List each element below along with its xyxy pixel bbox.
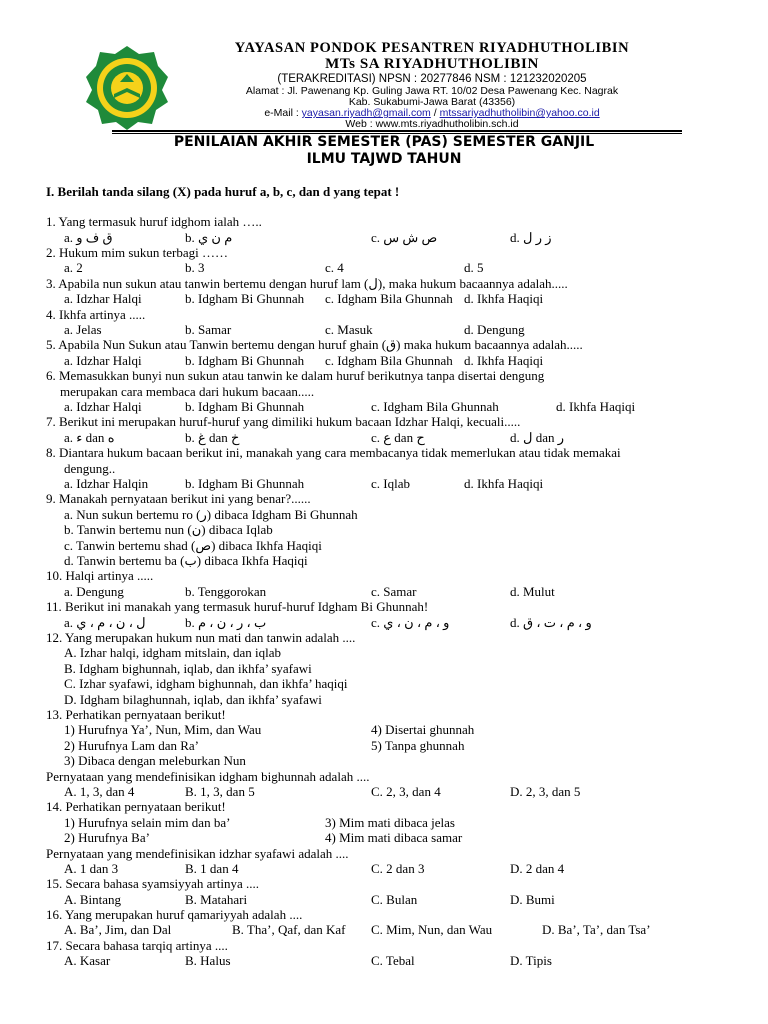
question-text: 9. Manakah pernyataan berikut ini yang benar?...... [46,491,311,506]
question-text: merupakan cara membaca dari hukum bacaan..... [60,384,315,399]
question-text: 2. Hukum mim sukun terbagi …… [46,245,228,260]
question-line [0,337,768,353]
answer-option: d. و ، م ، ت ، ق [510,615,592,630]
question-line [0,630,768,646]
question-text: Pernyataan yang mendefinisikan idgham bighunnah adalah .... [46,769,370,784]
question-line [0,245,768,261]
answer-option: a. 2 [64,260,83,275]
question-text: 11. Berikut ini manakah yang termasuk huruf-huruf Idgham Bi Ghunnah! [46,599,429,614]
email-separator: / [433,107,437,119]
answer-option: b. Idgham Bi Ghunnah [185,399,305,414]
question-line [0,892,768,908]
answer-option: B. Halus [185,953,231,968]
exam-title: PENILAIAN AKHIR SEMESTER (PAS) SEMESTER GANJIL [173,134,595,150]
answer-option: c. Iqlab [371,476,410,491]
answer-option: b. ب ، ر ، ن ، م [185,615,267,630]
question-text: 8. Diantara hukum bacaan berikut ini, manakah yang cara membacanya tidak memerlukan atau tidak memakai [46,445,621,460]
question-text: B. Idgham bighunnah, iqlab, dan ikhfa’ syafawi [64,661,312,676]
question-line [0,538,768,554]
question-text: A. Izhar halqi, idgham mitslain, dan iqlab [64,645,281,660]
question-text: 14. Perhatikan pernyataan berikut! [46,799,226,814]
question-text: 15. Secara bahasa syamsiyyah artinya .... [46,876,259,891]
question-line [0,876,768,892]
question-text: C. Izhar syafawi, idgham bighunnah, dan ikhfa’ haqiqi [64,676,348,691]
answer-option: c. Samar [371,584,417,599]
question-text: d. Tanwin bertemu ba (ب) dibaca Ikhfa Haqiqi [64,553,308,568]
answer-option: a. ل ، ن ، م ، ي [64,615,146,630]
answer-option: C. Bulan [371,892,418,907]
question-line [0,322,768,338]
question-text: 3) Dibaca dengan meleburkan Nun [64,753,246,768]
answer-option: C. Mim, Nun, dan Wau [371,922,493,937]
answer-option: d. 5 [464,260,484,275]
question-line [0,615,768,631]
answer-option: 1) Hurufnya selain mim dan ba’ [64,815,231,830]
question-line [0,353,768,369]
question-line [0,738,768,754]
question-line [0,953,768,969]
question-line [0,645,768,661]
answer-option: c. Idgham Bila Ghunnah [371,399,499,414]
question-line [0,661,768,677]
email-link-1[interactable]: yayasan.riyadh@gmail.com [301,107,431,119]
answer-option: B. 1, 3, dan 5 [185,784,255,799]
question-line [0,461,768,477]
answer-option: 2) Hurufnya Lam dan Ra’ [64,738,200,753]
answer-option: a. ء dan ه [64,430,115,445]
answer-option: d. Ikhfa Haqiqi [464,353,544,368]
question-line [0,907,768,923]
answer-option: a. Idzhar Halqi [64,291,142,306]
question-text: D. Idgham bilaghunnah, iqlab, dan ikhfa’ syafawi [64,692,322,707]
answer-option: c. ص ش س [371,230,438,245]
question-text: c. Tanwin bertemu shad (ص) dibaca Ikhfa Haqiqi [64,538,322,553]
answer-option: 4) Mim mati dibaca samar [325,830,463,845]
email-link-2[interactable]: mtssariyadhutholibin@yahoo.co.id [439,107,600,119]
question-line [0,553,768,569]
question-line [0,830,768,846]
answer-option: c. ع dan ح [371,430,425,445]
question-text: dengung.. [64,461,116,476]
answer-option: 1) Hurufnya Ya’, Nun, Mim, dan Wau [64,722,262,737]
question-text: 16. Yang merupakan huruf qamariyyah adalah .... [46,907,303,922]
answer-option: b. م ن ي [185,230,233,245]
question-text: b. Tanwin bertemu nun (ن) dibaca Iqlab [64,522,273,537]
answer-option: 3) Mim mati dibaca jelas [325,815,455,830]
answer-option: a. Jelas [64,322,102,337]
question-text: 7. Berikut ini merupakan huruf-huruf yang dimiliki hukum bacaan Idzhar Halqi, kecuali..... [46,414,521,429]
answer-option: a. Idzhar Halqi [64,399,142,414]
answer-option: a. Dengung [64,584,124,599]
answer-option: C. 2, 3, dan 4 [371,784,441,799]
exam-subtitle: ILMU TAJWD TAHUN [306,151,462,167]
question-line [0,307,768,323]
question-line [0,568,768,584]
question-line [0,522,768,538]
answer-option: A. Kasar [64,953,111,968]
question-line [0,384,768,400]
foundation-name: YAYASAN PONDOK PESANTREN RIYADHUTHOLIBIN [234,40,630,56]
answer-option: d. ز ر ل [510,230,552,245]
answer-option: C. Tebal [371,953,415,968]
answer-option: 2) Hurufnya Ba’ [64,830,150,845]
answer-option: D. Ba’, Ta’, dan Tsa’ [542,922,651,937]
question-text: 1. Yang termasuk huruf idghom ialah ….. [46,214,262,229]
question-text: 4. Ikhfa artinya ..... [46,307,146,322]
answer-option: b. Tenggorokan [185,584,267,599]
question-text: 3. Apabila nun sukun atau tanwin bertemu dengan huruf lam (ل), maka hukum bacaannya adalah..... [46,276,568,291]
question-line [0,676,768,692]
question-line [0,846,768,862]
question-text: 10. Halqi artinya ..... [46,568,154,583]
school-name: MTs SA RIYADHUTHOLIBIN [325,56,539,72]
question-line [0,784,768,800]
answer-option: D. 2 dan 4 [510,861,565,876]
answer-option: d. ل dan ر [510,430,565,445]
answer-option: a. ق ف و [64,230,113,245]
question-line [0,507,768,523]
question-line [0,692,768,708]
answer-option: D. Bumi [510,892,555,907]
question-line [0,599,768,615]
question-line [0,430,768,446]
question-line [0,276,768,292]
question-line [0,861,768,877]
question-line [0,214,768,230]
question-line [0,414,768,430]
answer-option: D. Tipis [510,953,552,968]
instruction: I. Berilah tanda silang (X) pada huruf a, b, c, dan d yang tepat ! [46,184,400,199]
answer-option: b. 3 [185,260,205,275]
question-text: 12. Yang merupakan hukum nun mati dan tanwin adalah .... [46,630,356,645]
question-line [0,476,768,492]
school-logo [84,44,170,130]
answer-option: 4) Disertai ghunnah [371,722,475,737]
address-line-1: Alamat : Jl. Pawenang Kp. Guling Jawa RT. 10/02 Desa Pawenang Kec. Nagrak [245,85,619,97]
question-line [0,922,768,938]
answer-option: d. Ikhfa Haqiqi [464,291,544,306]
logo-emblem-icon [84,44,170,130]
question-line [0,584,768,600]
answer-option: a. Idzhar Halqin [64,476,149,491]
answer-option: d. Ikhfa Haqiqi [464,476,544,491]
answer-option: c. Idgham Bila Ghunnah [325,291,453,306]
answer-option: c. Masuk [325,322,373,337]
question-text: 6. Memasukkan bunyi nun sukun atau tanwin ke dalam huruf berikutnya tanpa disertai dengung [46,368,545,383]
question-line [0,707,768,723]
answer-option: A. 1 dan 3 [64,861,119,876]
question-text: 5. Apabila Nun Sukun atau Tanwin bertemu dengan huruf ghain (ق) maka hukum bacaannya adalah..... [46,337,583,352]
answer-option: c. Idgham Bila Ghunnah [325,353,453,368]
question-text: 17. Secara bahasa tarqiq artinya .... [46,938,228,953]
answer-option: d. Ikhfa Haqiqi [556,399,636,414]
question-line [0,291,768,307]
question-line [0,368,768,384]
question-line [0,491,768,507]
answer-option: B. 1 dan 4 [185,861,239,876]
email-label: e-Mail : [264,107,299,119]
question-line [0,938,768,954]
question-text: 13. Perhatikan pernyataan berikut! [46,707,226,722]
answer-option: B. Tha’, Qaf, dan Kaf [232,922,346,937]
question-line [0,753,768,769]
accreditation-info: (TERAKREDITASI) NPSN : 20277846 NSM : 121232020205 [277,73,587,85]
question-line [0,230,768,246]
answer-option: b. Idgham Bi Ghunnah [185,291,305,306]
answer-option: A. Bintang [64,892,122,907]
answer-option: A. 1, 3, dan 4 [64,784,135,799]
answer-option: b. Samar [185,322,232,337]
answer-option: b. غ dan خ [185,430,240,445]
question-line [0,769,768,785]
answer-option: A. Ba’, Jim, dan Dal [64,922,172,937]
question-line [0,799,768,815]
question-text: a. Nun sukun bertemu ro (ر) dibaca Idgham Bi Ghunnah [64,507,358,522]
answer-option: B. Matahari [185,892,248,907]
answer-option: a. Idzhar Halqi [64,353,142,368]
answer-option: b. Idgham Bi Ghunnah [185,476,305,491]
answer-option: b. Idgham Bi Ghunnah [185,353,305,368]
answer-option: C. 2 dan 3 [371,861,425,876]
answer-option: d. Mulut [510,584,555,599]
question-text: Pernyataan yang mendefinisikan idzhar syafawi adalah .... [46,846,349,861]
answer-option: c. 4 [325,260,344,275]
answer-option: c. و ، م ، ن ، ي [371,615,450,630]
question-line [0,260,768,276]
website-line: Web : www.mts.riyadhutholibin.sch.id [345,118,519,130]
address-line-2: Kab. Sukabumi-Jawa Barat (43356) [348,96,516,108]
answer-option: D. 2, 3, dan 5 [510,784,581,799]
question-line [0,815,768,831]
answer-option: 5) Tanpa ghunnah [371,738,465,753]
question-line [0,445,768,461]
answer-option: d. Dengung [464,322,525,337]
question-line [0,722,768,738]
question-line [0,399,768,415]
